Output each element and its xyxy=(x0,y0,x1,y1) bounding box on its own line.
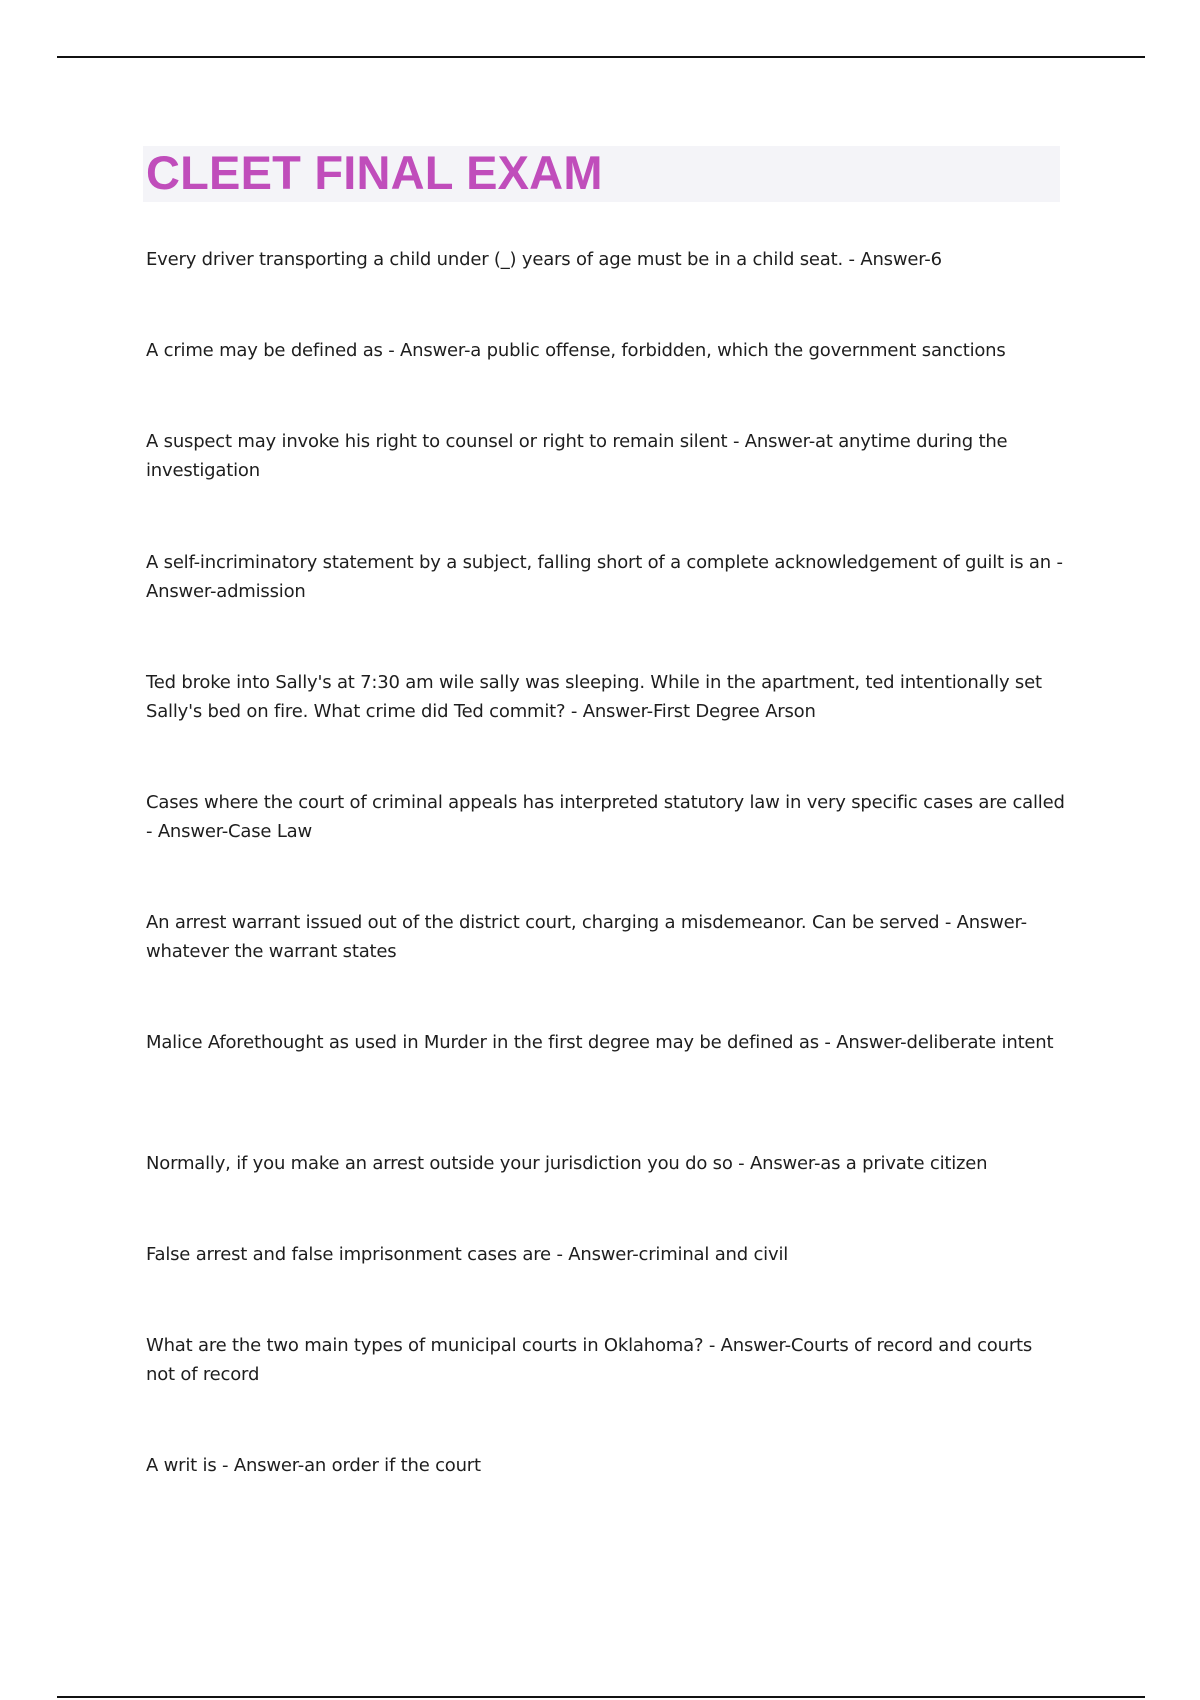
qa-item: A suspect may invoke his right to counsel or right to remain silent - Answer-at anytime during the investigation xyxy=(146,431,1008,481)
qa-item: Malice Aforethought as used in Murder in the first degree may be defined as - Answer-deliberate intent xyxy=(146,1032,1054,1053)
bottom-rule xyxy=(57,1696,1145,1698)
qa-item: False arrest and false imprisonment cases are - Answer-criminal and civil xyxy=(146,1244,789,1265)
qa-item: Ted broke into Sally's at 7:30 am wile sally was sleeping. While in the apartment, ted intentionally set Sally's bed on fire. What crime did Ted commit? - Answer-First Degree Arson xyxy=(146,672,1042,722)
qa-item: A writ is - Answer-an order if the court xyxy=(146,1455,481,1476)
page-title: CLEET FINAL EXAM xyxy=(146,146,603,199)
top-rule xyxy=(57,56,1145,58)
qa-item: An arrest warrant issued out of the district court, charging a misdemeanor. Can be served - Answer-whatever the warrant states xyxy=(146,912,1027,962)
qa-item: Every driver transporting a child under (_) years of age must be in a child seat. - Answer-6 xyxy=(146,249,942,270)
qa-item: What are the two main types of municipal courts in Oklahoma? - Answer-Courts of record and courts not of record xyxy=(146,1335,1033,1385)
qa-item: A crime may be defined as - Answer-a public offense, forbidden, which the government sanctions xyxy=(146,340,1006,361)
qa-item: Normally, if you make an arrest outside your jurisdiction you do so - Answer-as a private citizen xyxy=(146,1153,988,1174)
qa-item: Cases where the court of criminal appeals has interpreted statutory law in very specific cases are called - Answer-Case Law xyxy=(146,792,1065,842)
qa-item: A self-incriminatory statement by a subject, falling short of a complete acknowledgement of guilt is an - Answer-admission xyxy=(146,552,1063,602)
